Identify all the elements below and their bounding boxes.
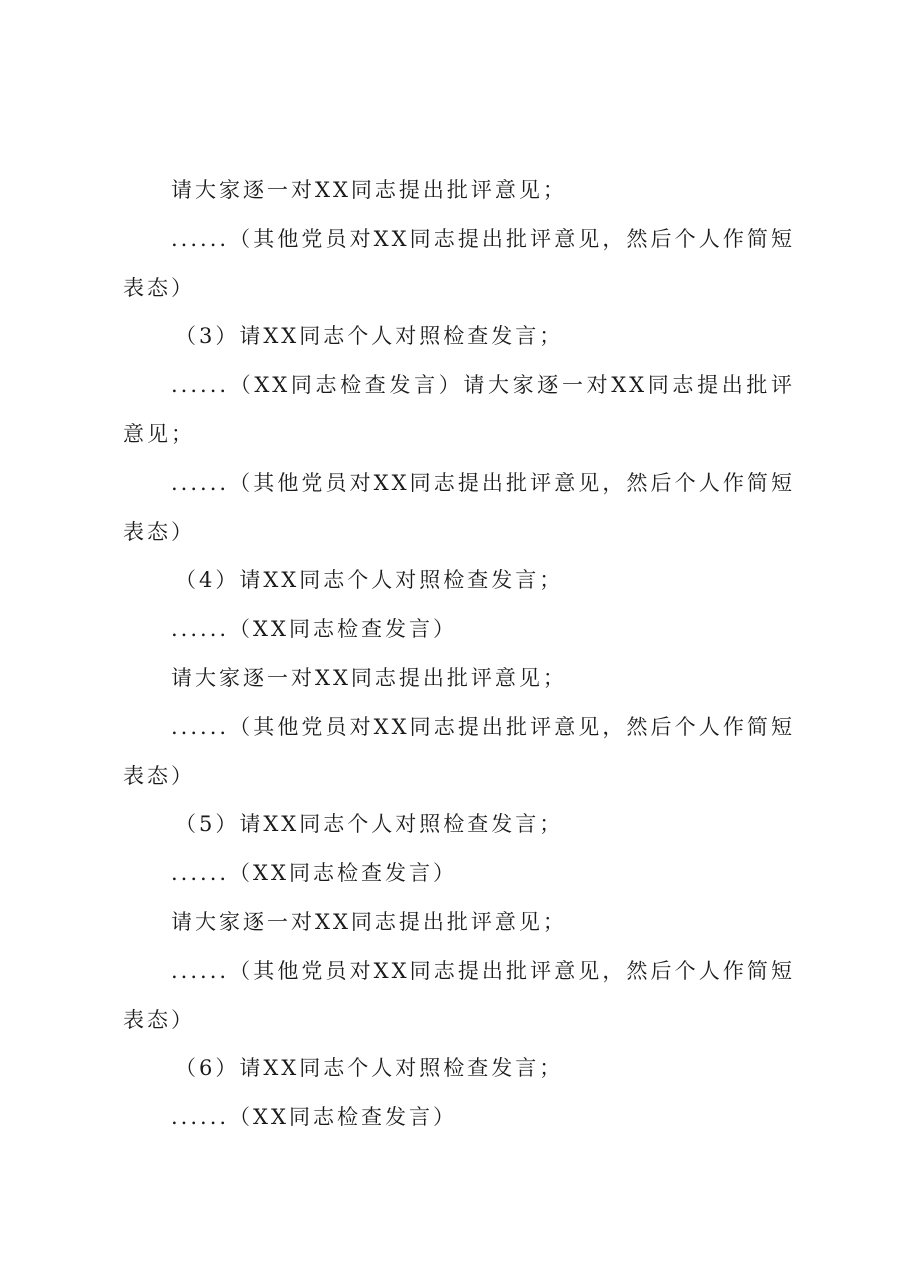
paragraph-item-3: （3）请XX同志个人对照检查发言； — [175, 324, 564, 349]
paragraph-members-criticism: ......（其他党员对XX同志提出批评意见，然后个人作简短表态） — [123, 714, 795, 788]
paragraph-members-criticism: ......（其他党员对XX同志提出批评意见，然后个人作简短表态） — [123, 226, 795, 300]
paragraph-criticism-request: 请大家逐一对XX同志提出批评意见； — [171, 665, 567, 690]
paragraph-item-5: （5）请XX同志个人对照检查发言； — [175, 812, 564, 837]
paragraph-members-criticism: ......（其他党员对XX同志提出批评意见，然后个人作简短表态） — [123, 958, 795, 1032]
paragraph-self-check: ......（XX同志检查发言） — [171, 861, 457, 886]
paragraph-criticism-request: 请大家逐一对XX同志提出批评意见； — [171, 909, 567, 934]
document-body — [123, 166, 795, 1142]
paragraph-item-4: （4）请XX同志个人对照检查发言； — [175, 568, 564, 593]
paragraph-self-check: ......（XX同志检查发言） — [171, 1105, 457, 1130]
paragraph-members-criticism: ......（其他党员对XX同志提出批评意见，然后个人作简短表态） — [123, 470, 795, 544]
paragraph-item-6: （6）请XX同志个人对照检查发言； — [175, 1056, 564, 1081]
paragraph-self-check-and-request: ......（XX同志检查发言）请大家逐一对XX同志提出批评意见； — [123, 373, 795, 446]
paragraph-self-check: ......（XX同志检查发言） — [171, 617, 457, 642]
paragraph-criticism-request: 请大家逐一对XX同志提出批评意见； — [171, 178, 567, 202]
